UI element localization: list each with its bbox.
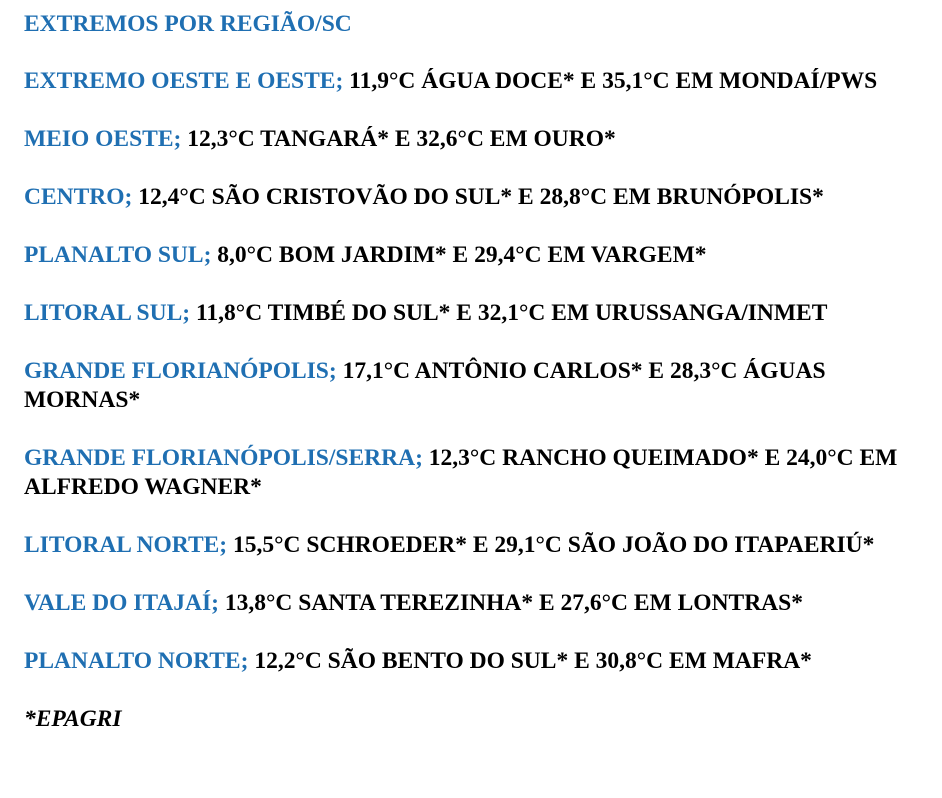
region-name: PLANALTO NORTE;	[24, 648, 249, 674]
region-extremo-oeste	[24, 67, 924, 96]
region-planalto-sul	[24, 241, 924, 270]
region-name: PLANALTO SUL;	[24, 242, 212, 268]
region-details: 12,2°C SÃO BENTO DO SUL* E 30,8°C EM MAFRA*	[248, 648, 812, 674]
document	[24, 10, 924, 734]
region-details: 11,8°C TIMBÉ DO SUL* E 32,1°C EM URUSSANGA/INMET	[190, 300, 828, 326]
region-details: 17,1°C ANTÔNIO CARLOS* E 28,3°C ÁGUAS MORNAS*	[24, 358, 826, 413]
region-name: LITORAL NORTE;	[24, 532, 228, 558]
region-name: GRANDE FLORIANÓPOLIS;	[24, 358, 337, 384]
region-name: MEIO OESTE;	[24, 126, 182, 152]
region-centro	[24, 183, 924, 212]
region-name: VALE DO ITAJAÍ;	[24, 590, 219, 616]
region-litoral-norte	[24, 531, 924, 560]
region-meio-oeste	[24, 125, 924, 154]
region-details: 12,3°C TANGARÁ* E 32,6°C EM OURO*	[181, 126, 616, 152]
region-grande-florianopolis	[24, 357, 924, 415]
region-name: EXTREMO OESTE E OESTE;	[24, 68, 344, 94]
region-details: 11,9°C ÁGUA DOCE* E 35,1°C EM MONDAÍ/PWS	[343, 68, 878, 94]
document-title: EXTREMOS POR REGIÃO/SC	[24, 11, 352, 37]
region-details: 15,5°C SCHROEDER* E 29,1°C SÃO JOÃO DO ITAPAERIÚ*	[227, 532, 875, 558]
region-name: LITORAL SUL;	[24, 300, 191, 326]
region-details: 8,0°C BOM JARDIM* E 29,4°C EM VARGEM*	[211, 242, 707, 268]
footnote: *EPAGRI	[24, 706, 122, 732]
region-name: GRANDE FLORIANÓPOLIS/SERRA;	[24, 445, 423, 471]
region-details: 12,4°C SÃO CRISTOVÃO DO SUL* E 28,8°C EM BRUNÓPOLIS*	[132, 184, 824, 210]
region-grande-florianopolis-serra	[24, 444, 924, 502]
region-planalto-norte	[24, 647, 924, 676]
region-details: 13,8°C SANTA TEREZINHA* E 27,6°C EM LONTRAS*	[219, 590, 803, 616]
region-litoral-sul	[24, 299, 924, 328]
region-vale-do-itajai	[24, 589, 924, 618]
region-name: CENTRO;	[24, 184, 133, 210]
region-details: 12,3°C RANCHO QUEIMADO* E 24,0°C EM ALFREDO WAGNER*	[24, 445, 898, 500]
